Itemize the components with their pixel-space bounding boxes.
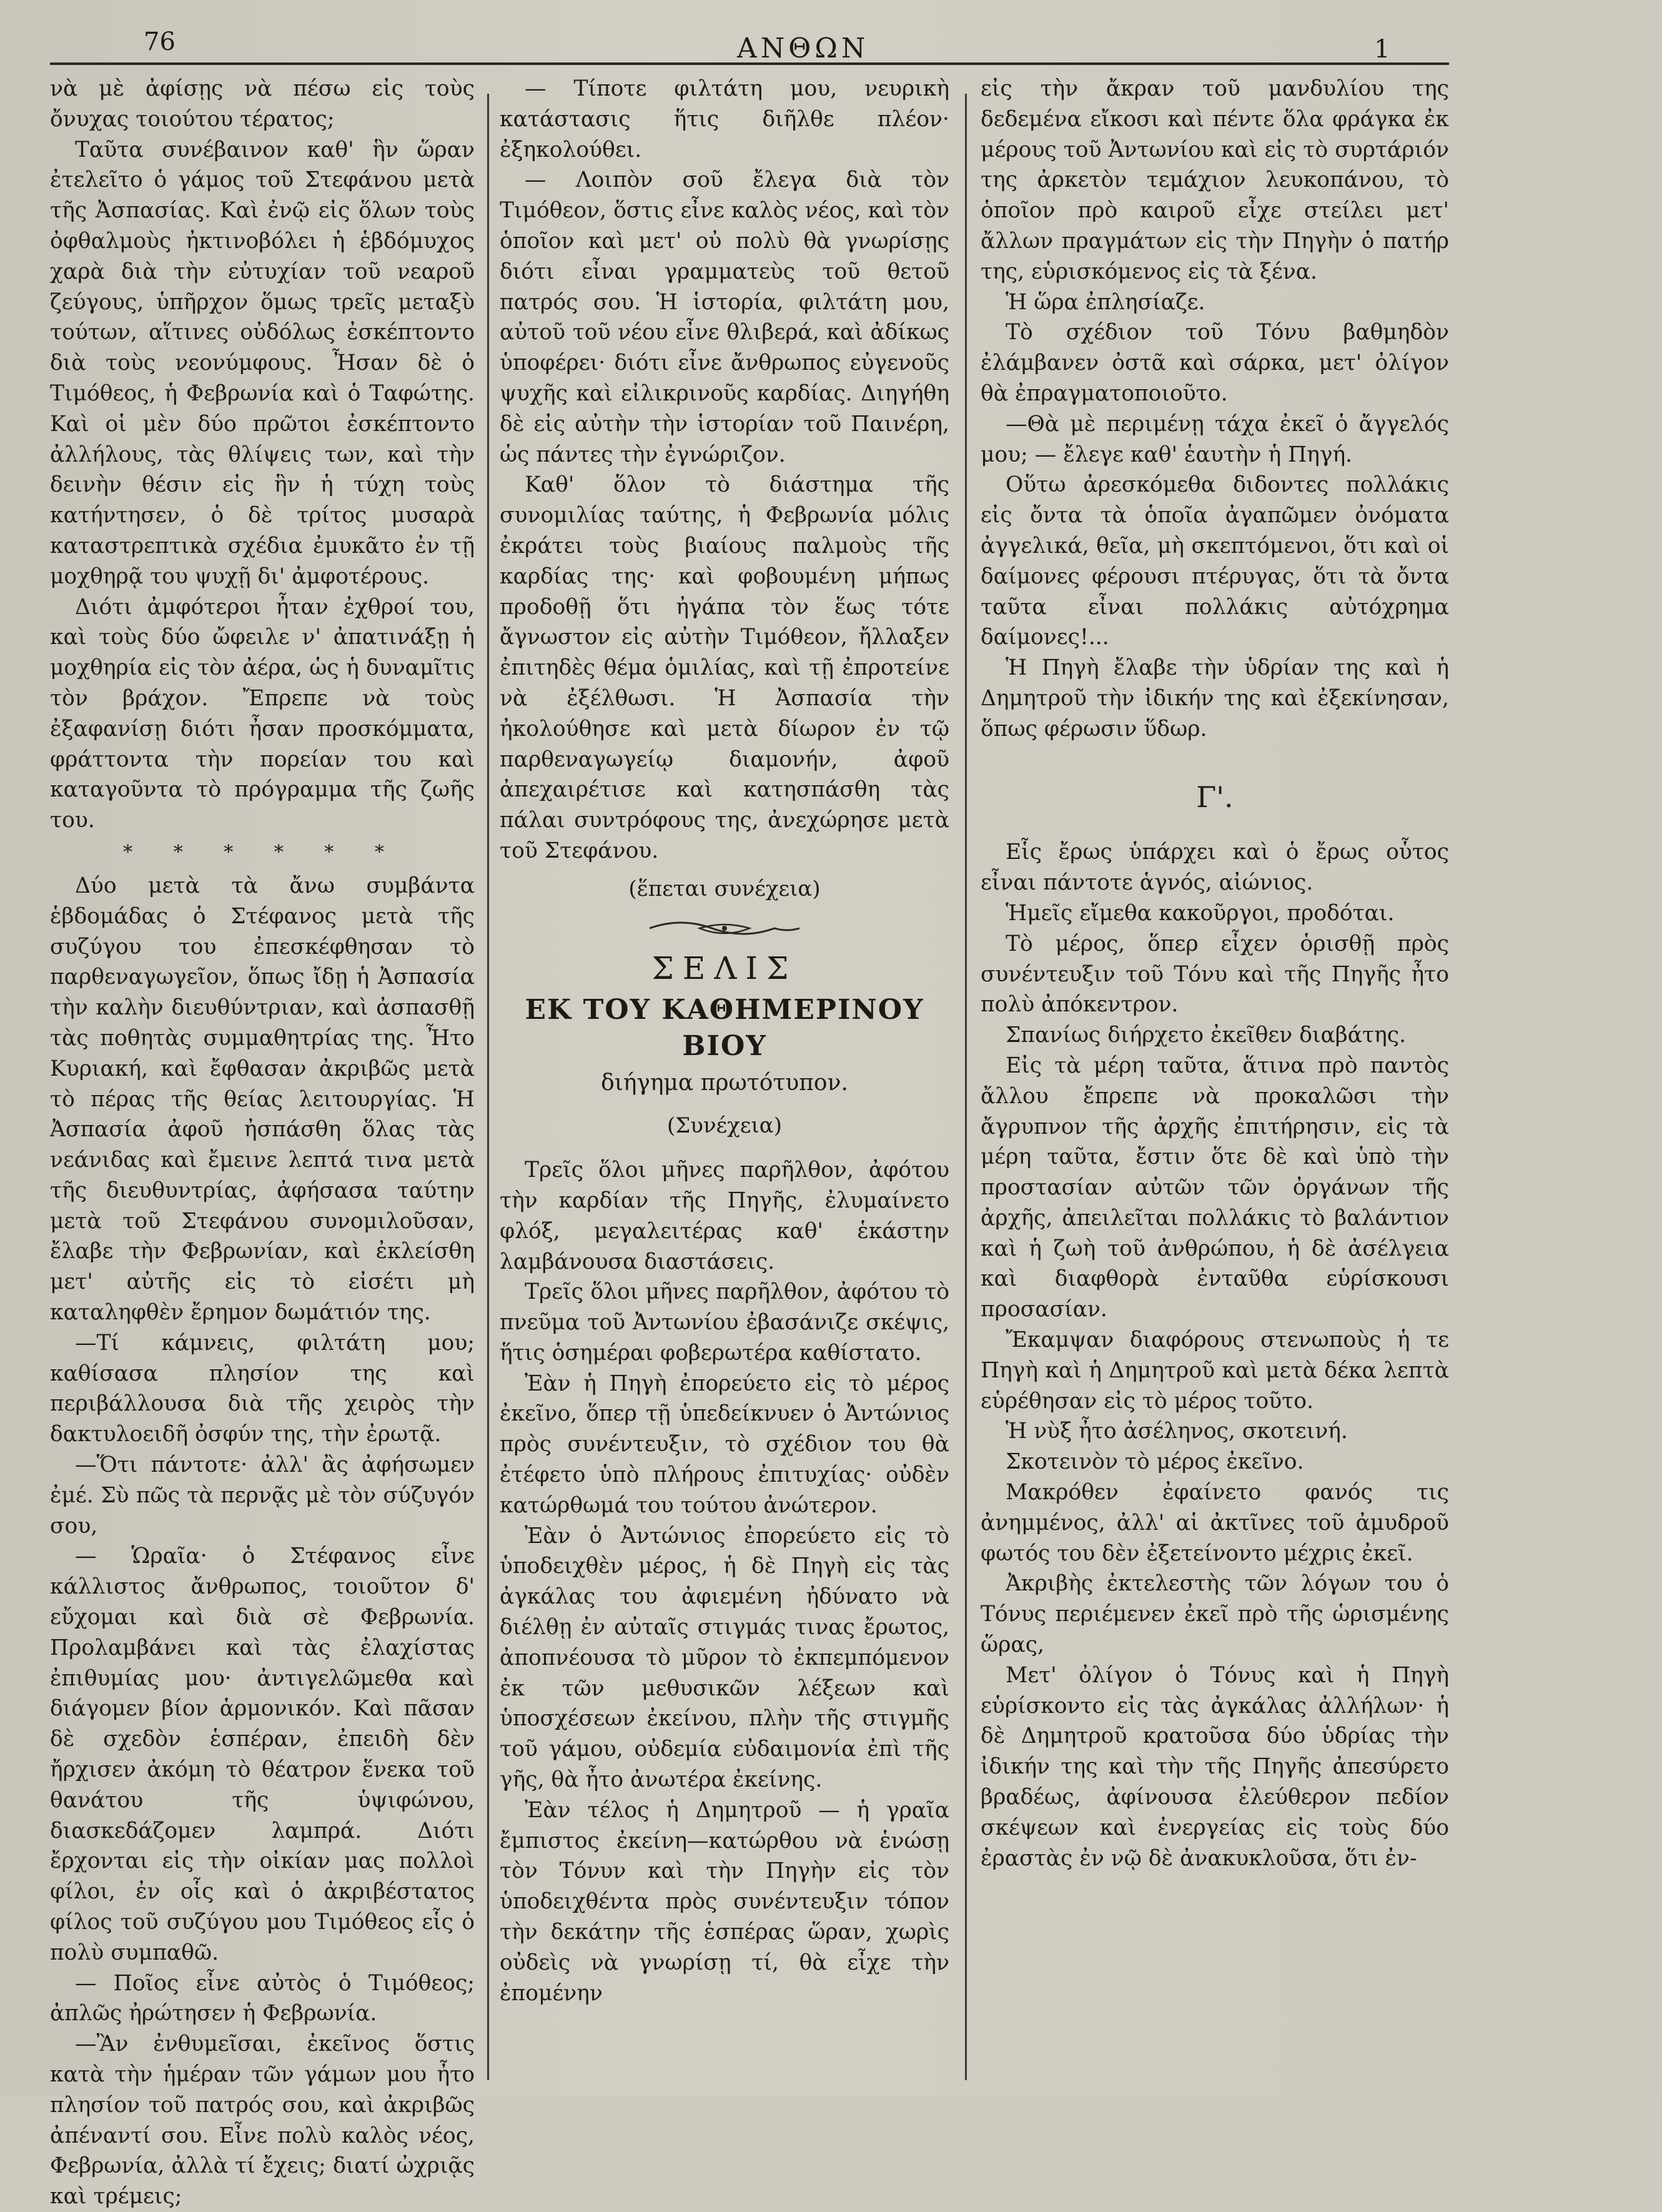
paragraph: Σκοτεινὸν τὸ μέρος ἐκεῖνο. <box>1006 1449 1304 1475</box>
paragraph: Ἔκαμψαν διαφόρους στενωποὺς ἡ τε Πηγὴ καὶ ἡ Δημητροῦ καὶ μετὰ δέκα λεπτὰ εὑρέθησαν εἰς τὸ μέρος τοῦτο. <box>981 1327 1449 1414</box>
column-divider <box>965 94 967 2080</box>
paragraph: Ἡμεῖς εἴμεθα κακοῦργοι, προδόται. <box>1006 900 1395 926</box>
flourish-ornament-icon <box>643 916 806 941</box>
left-column <box>50 74 475 2210</box>
paragraph: —Ὅτι πάντοτε· ἀλλ' ἂς ἀφήσωμεν ἐμέ. Σὺ πῶς τὰ περνᾷς μὲ τὸν σύζυγόν σου, <box>50 1452 475 1539</box>
section-subtitle: ΕΚ ΤΟΥ ΚΑΘΗΜΕΡΙΝΟΥ ΒΙΟΥ <box>525 993 924 1062</box>
right-column <box>981 74 1449 2073</box>
paragraph: —Θὰ μὲ περιμένῃ τάχα ἐκεῖ ὁ ἄγγελός μου; — ἔλεγε καθ' ἑαυτὴν ἡ Πηγή. <box>981 411 1449 467</box>
paragraph: Εἰς τὰ μέρη ταῦτα, ἅτινα πρὸ παντὸς ἄλλου ἔπρεπε νὰ προκαλῶσι τὴν ἄγρυπνον τῆς ἀρχῆς ἐπιτήρησιν, εἰς τὰ μέρη ταῦτα, ἔστιν ὅτε δὲ καὶ ὑπὸ τὴν προστασίαν αὐτῶν τῶν ὀργάνων τῆς ἀρχῆς, ἀπειλεῖται πολλάκις τὸ βαλάντιον καὶ ἡ ζωὴ τοῦ ἀνθρώπου, ἡ δὲ ἀσέλγεια καὶ διαφθορὰ ἐνταῦθα εὑρίσκουσι προσασίαν. <box>981 1053 1449 1322</box>
paragraph: εἰς τὴν ἄκραν τοῦ μανδυλίου της δεδεμένα εἴκοσι καὶ πέντε ὅλα φράγκα ἐκ μέρους τοῦ Ἀντωνίου καὶ εἰς τὸ συρτάριόν της ἀρκετὸν τεμάχιον λευκοπάνου, τὸ ὁποῖον πρὸ καιροῦ εἶχε στείλει μετ' ἄλλων πραγμάτων εἰς τὴν Πηγὴν ὁ πατήρ της, εὑρισκόμενος εἰς τὰ ξένα. <box>981 76 1449 284</box>
page-number: 76 <box>144 27 176 56</box>
section-break-stars: * * * * * * <box>123 841 402 863</box>
middle-column <box>500 74 949 2073</box>
paragraph: Μακρόθεν ἐφαίνετο φανός τις ἀνημμένος, ἀλλ' αἱ ἀκτῖνες τοῦ ἀμυδροῦ φωτός του δὲν ἐξετείνοντο μέχρις ἐκεῖ. <box>981 1480 1449 1566</box>
paragraph: Εἷς ἔρως ὑπάρχει καὶ ὁ ἔρως οὗτος εἶναι πάντοτε ἁγνός, αἰώνιος. <box>981 840 1449 896</box>
corner-mark: 1 <box>1374 35 1390 64</box>
column-divider <box>487 94 489 2080</box>
paragraph: —Τί κάμνεις, φιλτάτη μου; καθίσασα πλησίον της καὶ περιβάλλουσα διὰ τῆς χειρὸς τὴν δακτυλοειδῆ ὀσφύν της, τὴν ἐρωτᾷ. <box>50 1330 475 1447</box>
running-title: ΑΝΘΩΝ <box>737 32 869 64</box>
paragraph: — Ὡραῖα· ὁ Στέφανος εἶνε κάλλιστος ἄνθρωπος, τοιοῦτον δ' εὔχομαι καὶ διὰ σὲ Φεβρωνία. Προλαμβάνει καὶ τὰς ἐλαχίστας ἐπιθυμίας μου· ἀντιγελῶμεθα καὶ διάγομεν βίον ἁρμονικόν. Καὶ πᾶσαν δὲ σχεδὸν ἑσπέραν, ἐπειδὴ δὲν ἤρχισεν ἀκόμη τὸ θέατρον ἕνεκα τοῦ θανάτου τῆς ὑψιφώνου, διασκεδάζομεν λαμπρά. Διότι ἔρχονται εἰς τὴν οἰκίαν μας πολλοὶ φίλοι, ἐν οἷς καὶ ὁ ἀκριβέστατος φίλος τοῦ συζύγου μου Τιμόθεος εἷς ὁ πολὺ συμπαθῶ. <box>50 1544 475 1965</box>
paragraph: Τὸ σχέδιον τοῦ Τόνυ βαθμηδὸν ἐλάμβανεν ὀστᾶ καὶ σάρκα, μετ' ὀλίγον θὰ ἐπραγματοποιοῦτο. <box>981 320 1449 406</box>
paragraph: — Ποῖος εἶνε αὐτὸς ὁ Τιμόθεος; ἀπλῶς ἠρώτησεν ἡ Φεβρωνία. <box>50 1970 475 2026</box>
paragraph: Τρεῖς ὅλοι μῆνες παρῆλθον, ἀφότου τὴν καρδίαν τῆς Πηγῆς, ἐλυμαίνετο φλόξ, μεγαλειτέρας καθ' ἑκάστην λαμβάνουσα διαστάσεις. <box>500 1158 949 1274</box>
paragraph: Ἐὰν ὁ Ἀντώνιος ἐπορεύετο εἰς τὸ ὑποδειχθὲν μέρος, ἡ δὲ Πηγὴ εἰς τὰς ἀγκάλας του ἀφιεμένη ἠδύνατο νὰ διέλθῃ ἐν αὐταῖς στιγμάς τινας ἔρωτος, ἀποπνέουσα τὸ μῦρον τὸ ἐκπεμπόμενον ἐκ τῶν μεθυσικῶν λέξεων καὶ ὑποσχέσεων ἐκείνου, πλὴν τῆς στιγμῆς τοῦ γάμου, οὐδεμία εὐδαιμονία ἐπὶ τῆς γῆς, θὰ ἦτο ἀνωτέρα ἐκείνης. <box>500 1523 949 1793</box>
paragraph: Ἡ νὺξ ἦτο ἀσέληνος, σκοτεινή. <box>1006 1419 1348 1444</box>
paragraph: Τρεῖς ὅλοι μῆνες παρῆλθον, ἀφότου τὸ πνεῦμα τοῦ Ἀντωνίου ἐβασάνιζε σκέψις, ἥτις ὁσημέραι φοβερωτέρα καθίστατο. <box>500 1279 949 1366</box>
section-kicker: διήγημα πρωτότυπον. <box>601 1069 848 1096</box>
page-header <box>50 19 1449 69</box>
paragraph: Ἡ Πηγὴ ἔλαβε τὴν ὑδρίαν της καὶ ἡ Δημητροῦ τὴν ἰδικήν της καὶ ἐξεκίνησαν, ὅπως φέρωσιν ὕδωρ. <box>981 655 1449 741</box>
paragraph: Τὸ μέρος, ὅπερ εἶχεν ὁρισθῇ πρὸς συνέντευξιν τοῦ Τόνυ καὶ τῆς Πηγῆς ἦτο πολὺ ἀπόκεντρον. <box>981 931 1449 1018</box>
paragraph: Σπανίως διήρχετο ἐκεῖθεν διαβάτης. <box>1006 1023 1407 1048</box>
section-title: ΣΕΛΙΣ <box>651 950 798 986</box>
continued-note: (ἕπεται συνέχεια) <box>628 876 821 901</box>
paragraph: Ἐὰν ἡ Πηγὴ ἐπορεύετο εἰς τὸ μέρος ἐκεῖνο, ὅπερ τῇ ὑπεδείκνυεν ὁ Ἀντώνιος πρὸς συνέντευξιν, τὸ σχέδιον του θὰ ἐτέφετο ὑπὸ πλήρους ἐπιτυχίας· οὐδὲν κατώρθωμά του τούτου ἀνώτερον. <box>500 1371 949 1518</box>
header-rule <box>50 62 1449 65</box>
paragraph: — Λοιπὸν σοῦ ἔλεγα διὰ τὸν Τιμόθεον, ὅστις εἶνε καλὸς νέος, καὶ τὸν ὁποῖον καὶ μετ' οὐ πολὺ θὰ γνωρίσῃς διότι εἶναι γραμματεὺς τοῦ θετοῦ πατρός σου. Ἡ ἱστορία, φιλτάτη μου, αὐτοῦ τοῦ νέου εἶνε θλιβερά, καὶ ἀδίκως ὑποφέρει· διότι εἶνε ἄνθρωπος εὐγενοῦς ψυχῆς καὶ εἰλικρινοῦς καρδίας. Διηγήθη δὲ εἰς αὐτὴν τὴν ἱστορίαν τοῦ Παινέρη, ὡς πάντες τὴν ἐγνώριζον. <box>500 167 949 467</box>
paragraph: Ἡ ὥρα ἐπλησίαζε. <box>1006 289 1205 315</box>
paragraph: Οὕτω ἀρεσκόμεθα διδοντες πολλάκις εἰς ὄντα τὰ ὁποῖα ἀγαπῶμεν ὀνόματα ἀγγελικά, θεῖα, μὴ σκεπτόμενοι, ὅτι καὶ οἱ δαίμονες φέρουσι πτέρυγας, ὅτι τὰ ὄντα ταῦτα εἶναι πολλάκις αὐτόχρημα δαίμονες!... <box>981 472 1449 650</box>
paragraph: νὰ μὲ ἀφίσῃς νὰ πέσω εἰς τοὺς ὄνυχας τοιούτου τέρατος; <box>50 76 475 132</box>
paragraph: Ταῦτα συνέβαινον καθ' ἣν ὥραν ἐτελεῖτο ὁ γάμος τοῦ Στεφάνου μετὰ τῆς Ἀσπασίας. Καὶ ἐνῷ εἰς ὅλων τοὺς ὀφθαλμοὺς ἠκτινοβόλει ἡ ἑβδόμυχος χαρὰ διὰ τὴν εὐτυχίαν τοῦ νεαροῦ ζεύγους, ὑπῆρχον ὅμως τρεῖς μεταξὺ τούτων, αἵτινες οὐδόλως ἐσκέπτοντο διὰ τοὺς νεονύμφους. Ἦσαν δὲ ὁ Τιμόθεος, ἡ Φεβρωνία καὶ ὁ Ταφώτης. Καὶ οἱ μὲν δύο πρῶτοι ἐσκέπτοντο ἀλλήλους, τὰς θλίψεις των, καὶ τὴν δεινὴν θέσιν εἰς ἣν ἡ τύχη τοὺς κατήντησεν, ὁ δὲ τρίτος μυσαρὰ καταστρεπτικὰ σχέδια ἐμυκᾶτο ἐν τῇ μοχθηρᾷ του ψυχῇ δι' ἀμφοτέρους. <box>50 137 475 589</box>
paragraph: — Τίποτε φιλτάτη μου, νευρικὴ κατάστασις ἥτις διῆλθε πλέον· ἐξηκολούθει. <box>500 76 949 162</box>
paragraph: Ἐὰν τέλος ἡ Δημητροῦ — ἡ γραῖα ἔμπιστος ἐκείνη—κατώρθου νὰ ἑνώσῃ τὸν Τόνυν καὶ τὴν Πηγὴν εἰς τὸν ὑποδειχθέντα πρὸς συνέντευξιν τόπον τὴν δεκάτην τῆς ἑσπέρας ὥραν, χωρὶς οὐδεὶς νὰ γνωρίσῃ τί, θὰ εἶχε τὴν ἐπομένην <box>500 1797 949 2006</box>
paragraph: Δύο μετὰ τὰ ἄνω συμβάντα ἑβδομάδας ὁ Στέφανος μετὰ τῆς συζύγου του ἐπεσκέφθησαν τὸ παρθεναγωγεῖον, ὅπως ἴδῃ ἡ Ἀσπασία τὴν καλὴν διευθύντριαν, καὶ ἀσπασθῇ τὰς ποθητὰς συμμαθητρίας της. Ἦτο Κυριακή, καὶ ἔφθασαν ἀκριβῶς μετὰ τὸ πέρας τῆς θείας λειτουργίας. Ἡ Ἀσπασία ἀφοῦ ἠσπάσθη ὅλας τὰς νεάνιδας καὶ ἔμεινε λεπτά τινα μετὰ τῆς διευθυντρίας, ἀφήσασα ταύτην μετὰ τοῦ Στεφάνου συνομιλοῦσαν, ἔλαβε τὴν Φεβρωνίαν, καὶ ἐκλείσθη μετ' αὐτῆς εἰς τὸ εἰσέτι μὴ καταληφθὲν ἔρημον δωμάτιόν της. <box>50 873 475 1326</box>
paragraph: Ἀκριβὴς ἐκτελεστὴς τῶν λόγων του ὁ Τόνυς περιέμενεν ἐκεῖ πρὸ τῆς ὡρισμένης ὥρας, <box>981 1571 1449 1658</box>
paragraph: Καθ' ὅλον τὸ διάστημα τῆς συνομιλίας ταύτης, ἡ Φεβρωνία μόλις ἐκράτει τοὺς βιαίους παλμοὺς τῆς καρδίας της· καὶ φοβουμένη μήπως προδοθῇ ὅτι ἠγάπα τὸν ἕως τότε ἄγνωστον εἰς αὐτὴν Τιμόθεον, ἤλλαξεν ἐπιτηδὲς θέμα ὁμιλίας, καὶ τῇ ἐπροτείνε νὰ ἐξέλθωσι. Ἡ Ἀσπασία τὴν ἠκολούθησε καὶ μετὰ δίωρον ἐν τῷ παρθεναγωγείῳ διαμονήν, ἀφοῦ ἀπεχαιρέτισε καὶ κατησπάσθη τὰς πάλαι συντρόφους της, ἀνεχώρησε μετὰ τοῦ Στεφάνου. <box>500 472 949 863</box>
paragraph: Μετ' ὀλίγον ὁ Τόνυς καὶ ἡ Πηγὴ εὑρίσκοντο εἰς τὰς ἀγκάλας ἀλλήλων· ἡ δὲ Δημητροῦ κρατοῦσα δύο ὑδρίας τὴν ἰδικήν της καὶ τὴν τῆς Πηγῆς ἀπεσύρετο βραδέως, ἀφίνουσα ἐλεύθερον πεδίον σκέψεων καὶ ἐνεργείας εἰς τοὺς δύο ἐραστὰς ἐν νῷ δὲ ἀνακυκλοῦσα, ὅτι ἐν- <box>981 1662 1449 1871</box>
section-continued: (Συνέχεια) <box>666 1113 783 1139</box>
paragraph: —Ἂν ἐνθυμεῖσαι, ἐκεῖνος ὅστις κατὰ τὴν ἡμέραν τῶν γάμων μου ἦτο πλησίον τοῦ πατρός σου, καὶ ἀκριβῶς ἀπέναντί σου. Εἶνε πολὺ καλὸς νέος, Φεβρωνία, ἀλλὰ τί ἔχεις; διατί ὠχριᾷς καὶ τρέμεις; <box>50 2031 475 2210</box>
chapter-heading: Γ'. <box>1196 780 1234 814</box>
paragraph: Διότι ἀμφότεροι ἦταν ἐχθροί του, καὶ τοὺς δύο ὤφειλε ν' ἀπατινάξῃ ἡ μοχθηρία εἰς τὸν ἀέρα, ὡς ἡ δυναμῖτις τὸν βράχον. Ἔπρεπε νὰ τοὺς ἐξαφανίσῃ διότι ἦσαν προσκόμματα, φράττοντα τὴν πορείαν του καὶ καταγοῦντα τὸ πρόγραμμα τῆς ζωῆς του. <box>50 594 475 833</box>
